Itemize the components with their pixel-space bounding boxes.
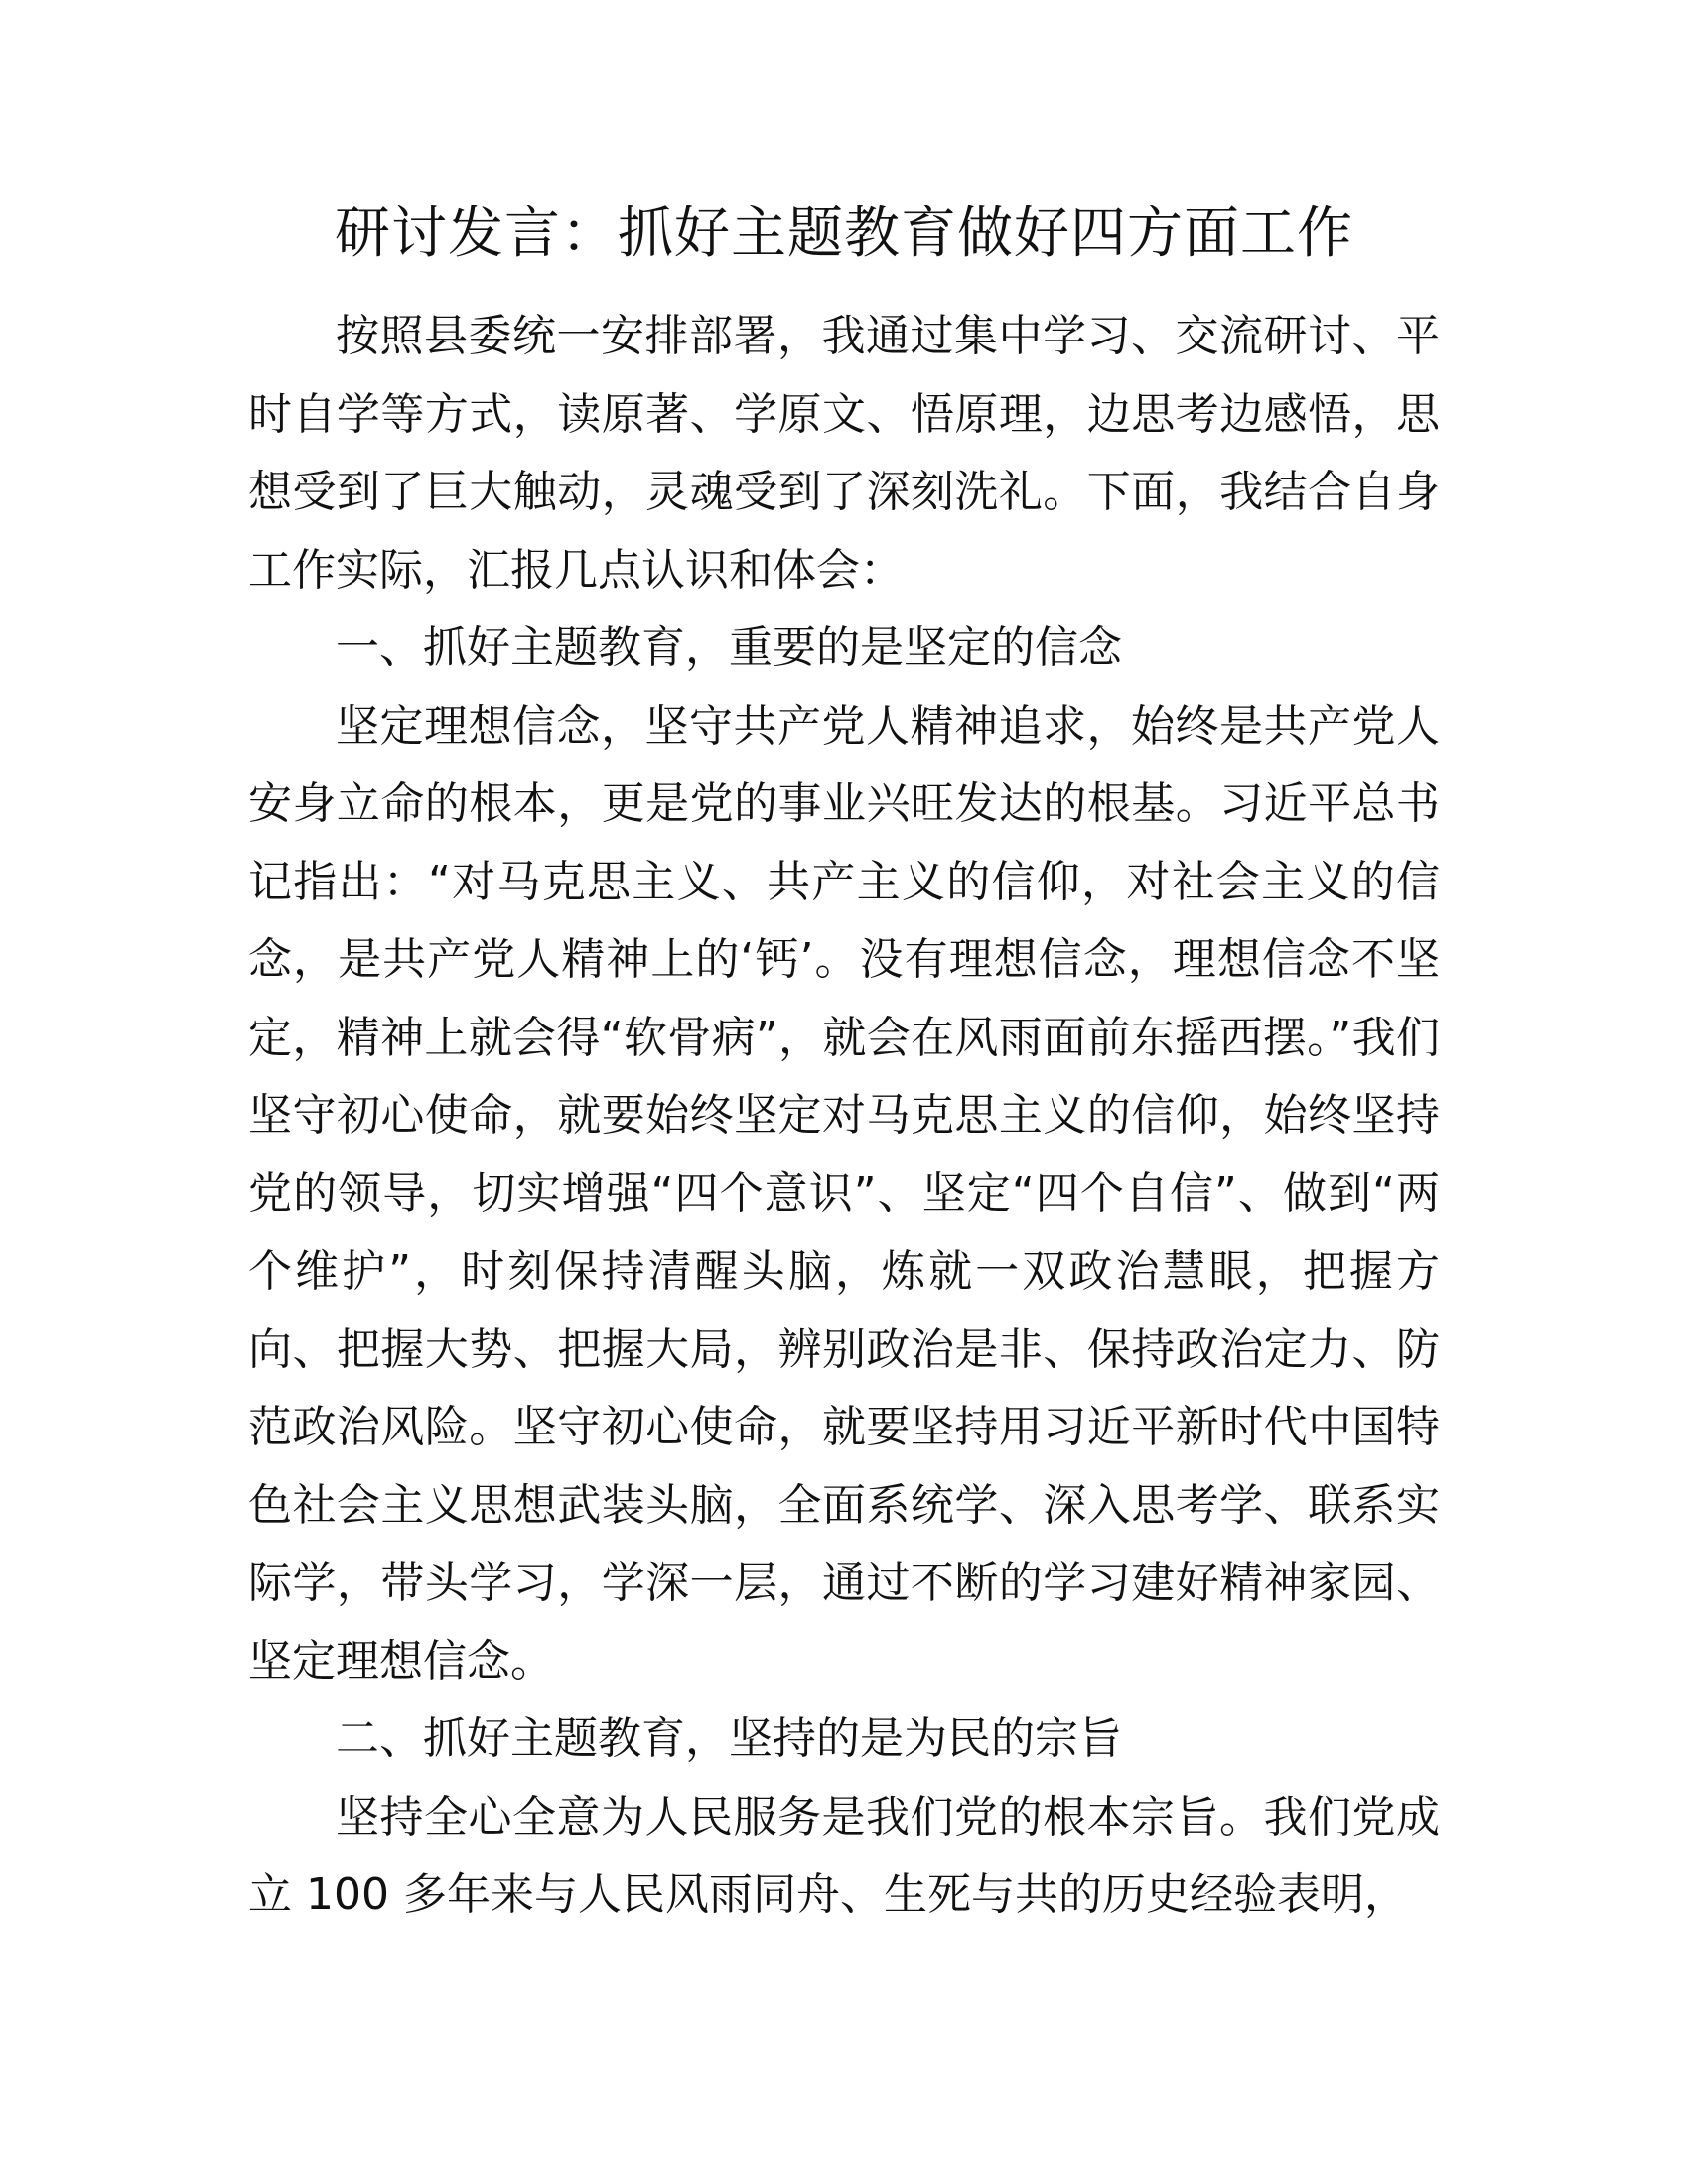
document-body [248,298,1440,1935]
section-heading-2: 二、抓好主题教育，坚持的是为民的宗旨 [336,1713,1122,1764]
paragraph-section-2: 坚持全心全意为人民服务是我们党的根本宗旨。我们党成立 100 多年来与人民风雨同舟、生死与共的历史经验表明， [248,1791,1440,1920]
section-heading-1: 一、抓好主题教育，重要的是坚定的信念 [336,622,1122,673]
paragraph-section-1: 坚定理想信念，坚守共产党人精神追求，始终是共产党人安身立命的根本，更是党的事业兴旺发达的根基。习近平总书记指出：“对马克思主义、共产主义的信仰，对社会主义的信念，是共产党人精神上的‘钙’。没有理想信念，理想信念不坚定，精神上就会得“软骨病”，就会在风雨面前东摇西摆。”我们坚守初心使命，就要始终坚定对马克思主义的信仰，始终坚持党的领导，切实增强“四个意识”、坚定“四个自信”、做到“两个维护”，时刻保持清醒头脑，炼就一双政治慧眼，把握方向、把握大势、把握大局，辨别政治是非、保持政治定力、防范政治风险。坚守初心使命，就要坚持用习近平新时代中国特色社会主义思想武装头脑，全面系统学、深入思考学、联系实际学，带头学习，学深一层，通过不断的学习建好精神家园、坚定理想信念。 [248,700,1440,1687]
paragraph-intro: 按照县委统一安排部署，我通过集中学习、交流研讨、平时自学等方式，读原著、学原文、悟原理，边思考边感悟，思想受到了巨大触动，灵魂受到了深刻洗礼。下面，我结合自身工作实际，汇报几点认识和体会： [248,311,1440,596]
document-title: 研讨发言：抓好主题教育做好四方面工作 [335,202,1353,266]
